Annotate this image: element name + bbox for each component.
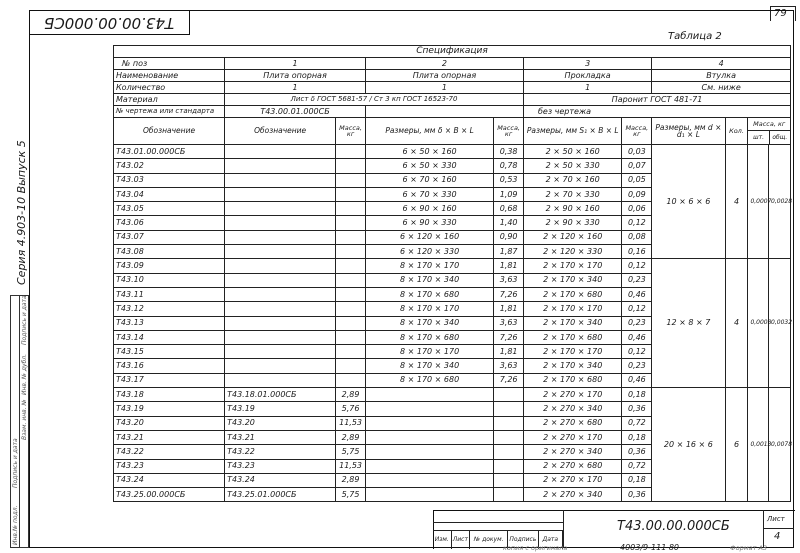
name-label: Наименование [114, 70, 225, 82]
mass2-cell [494, 488, 524, 502]
mass1-cell [336, 245, 366, 259]
table-row [114, 259, 791, 273]
designation-cell: Т43.04 [114, 187, 225, 201]
bushing-count-cell: 4 [725, 259, 748, 388]
designation2-cell [225, 330, 336, 344]
mass3-cell: 0,46 [622, 373, 652, 387]
dims-sbl-cell [365, 416, 493, 430]
designation-cell: Т43.17 [114, 373, 225, 387]
mass2-cell: 3,63 [494, 273, 524, 287]
mass3-cell: 0,12 [622, 259, 652, 273]
designation-cell: Т43.11 [114, 287, 225, 301]
mass3-cell: 0,36 [622, 402, 652, 416]
mass2-cell: 0,38 [494, 145, 524, 159]
col-designation-2: Обозначение [225, 118, 336, 145]
designation2-cell: Т43.21 [225, 430, 336, 444]
bushing-mass-total-cell: 0,0032 [769, 259, 791, 388]
mass1-cell [336, 373, 366, 387]
mass1-cell [336, 259, 366, 273]
dims-sbl-cell [365, 445, 493, 459]
mass1-cell [336, 359, 366, 373]
dims-s1bl-cell: 2 × 270 × 340 [523, 445, 621, 459]
mass1-cell [336, 345, 366, 359]
dims-sbl-cell [365, 488, 493, 502]
stamp-sheet-no: 4 [774, 531, 781, 542]
stamp-label-date: Дата [539, 531, 563, 549]
dims-s1bl-cell: 2 × 90 × 330 [523, 216, 621, 230]
mass3-cell: 0,36 [622, 445, 652, 459]
dims-sbl-cell: 6 × 50 × 160 [365, 145, 493, 159]
dims-s1bl-cell: 2 × 70 × 160 [523, 173, 621, 187]
dims-s1bl-cell: 2 × 270 × 170 [523, 388, 621, 402]
qty-label: Количество [114, 82, 225, 94]
col-dims-ddl: Размеры, мм d × d₁ × L [652, 118, 725, 145]
designation-cell: Т43.25.00.000СБ [114, 488, 225, 502]
dims-s1bl-cell: 2 × 170 × 340 [523, 316, 621, 330]
pos-2: 2 [365, 58, 523, 70]
mass1-cell: 2,89 [336, 473, 366, 487]
table-row [114, 388, 791, 402]
series-label: Серия 4.903-10 Выпуск 5 [15, 140, 28, 285]
bushing-count-cell: 6 [725, 388, 748, 502]
material-label: Материал [114, 94, 225, 106]
drawing-3: без чертежа [523, 106, 790, 118]
dims-sbl-cell [365, 459, 493, 473]
col-count: Кол. [725, 118, 748, 145]
mass1-cell [336, 173, 366, 187]
designation-cell: Т43.06 [114, 216, 225, 230]
side-label-3: Взам. инв. № [21, 399, 28, 440]
mass2-cell: 7,26 [494, 373, 524, 387]
mass1-cell [336, 159, 366, 173]
designation-cell: Т43.01.00.000СБ [114, 145, 225, 159]
mass3-cell: 0,16 [622, 245, 652, 259]
dims-sbl-cell: 8 × 170 × 680 [365, 287, 493, 301]
mass2-cell: 1,81 [494, 345, 524, 359]
dims-sbl-cell [365, 388, 493, 402]
mass1-cell: 11,53 [336, 416, 366, 430]
mass3-cell: 0,09 [622, 187, 652, 201]
mass2-cell [494, 445, 524, 459]
mass1-cell [336, 330, 366, 344]
dims-s1bl-cell: 2 × 270 × 340 [523, 402, 621, 416]
stamp-label-sign: Подпись [508, 531, 538, 549]
qty-3: 1 [523, 82, 651, 94]
spec-title: Спецификация [114, 46, 791, 58]
col-mass-one: шт. [748, 131, 769, 144]
dims-s1bl-cell: 2 × 170 × 680 [523, 330, 621, 344]
mass3-cell: 0,23 [622, 359, 652, 373]
designation-cell: Т43.18 [114, 388, 225, 402]
dims-s1bl-cell: 2 × 270 × 340 [523, 488, 621, 502]
name-4: Втулка [652, 70, 791, 82]
dims-sbl-cell [365, 430, 493, 444]
designation2-cell [225, 259, 336, 273]
mass3-cell: 0,23 [622, 316, 652, 330]
stamp-code: Т43.00.00.000СБ [617, 519, 730, 534]
mass1-cell [336, 202, 366, 216]
mass3-cell: 0,18 [622, 388, 652, 402]
side-label-2: Подпись и дата [12, 438, 19, 488]
table-number: Таблица 2 [668, 31, 722, 42]
designation-cell: Т43.22 [114, 445, 225, 459]
dims-sbl-cell: 8 × 170 × 340 [365, 359, 493, 373]
dims-sbl-cell: 8 × 170 × 340 [365, 273, 493, 287]
table-row [114, 145, 791, 159]
dims-sbl-cell: 6 × 70 × 330 [365, 187, 493, 201]
bushing-mass-one-cell: 0,0007 [748, 145, 769, 259]
mass3-cell: 0,46 [622, 330, 652, 344]
pos-label: № поз [114, 58, 225, 70]
dims-sbl-cell: 8 × 170 × 680 [365, 330, 493, 344]
mass3-cell: 0,72 [622, 459, 652, 473]
mass1-cell: 2,89 [336, 388, 366, 402]
mass1-cell [336, 216, 366, 230]
mass1-cell [336, 316, 366, 330]
bushing-count-cell: 4 [725, 145, 748, 259]
mass2-cell: 1,81 [494, 302, 524, 316]
stamp-sheet-label: Лист [767, 515, 785, 523]
designation-cell: Т43.15 [114, 345, 225, 359]
dims-s1bl-cell: 2 × 270 × 170 [523, 430, 621, 444]
mass2-cell [494, 402, 524, 416]
mass3-cell: 0,07 [622, 159, 652, 173]
dims-sbl-cell: 8 × 170 × 680 [365, 373, 493, 387]
dims-sbl-cell: 8 × 170 × 170 [365, 259, 493, 273]
bushing-mass-one-cell: 0,0008 [748, 259, 769, 388]
mass3-cell: 0,12 [622, 216, 652, 230]
designation2-cell [225, 345, 336, 359]
spec-rows [114, 145, 791, 502]
designation2-cell [225, 230, 336, 244]
dims-sbl-cell [365, 402, 493, 416]
designation-cell: Т43.07 [114, 230, 225, 244]
mass3-cell: 0,18 [622, 430, 652, 444]
mass2-cell: 3,63 [494, 359, 524, 373]
col-designation: Обозначение [114, 118, 225, 145]
dims-sbl-cell: 6 × 50 × 330 [365, 159, 493, 173]
mass2-cell: 0,53 [494, 173, 524, 187]
side-label-4: Инв. № дубл. [21, 353, 28, 395]
dims-s1bl-cell: 2 × 170 × 340 [523, 273, 621, 287]
designation2-cell [225, 245, 336, 259]
bushing-dims-cell: 20 × 16 × 6 [652, 388, 725, 502]
material-34: Паронит ГОСТ 481-71 [523, 94, 790, 106]
mass2-cell: 7,26 [494, 287, 524, 301]
dims-s1bl-cell: 2 × 170 × 170 [523, 259, 621, 273]
designation2-cell [225, 159, 336, 173]
mass2-cell: 1,87 [494, 245, 524, 259]
mass1-cell [336, 187, 366, 201]
designation-cell: Т43.10 [114, 273, 225, 287]
dims-s1bl-cell: 2 × 170 × 680 [523, 287, 621, 301]
dims-sbl-cell [365, 473, 493, 487]
name-1: Плита опорная [225, 70, 366, 82]
bottom-code: 4003/9-111 80 [620, 543, 680, 552]
mass2-cell: 1,40 [494, 216, 524, 230]
mass3-cell: 0,12 [622, 345, 652, 359]
drawing-2 [365, 106, 523, 118]
stamp-label-doc: № докум. [470, 531, 508, 549]
dims-s1bl-cell: 2 × 120 × 160 [523, 230, 621, 244]
designation-cell: Т43.02 [114, 159, 225, 173]
bottom-left-note: копия с оригинала [503, 544, 568, 552]
dims-sbl-cell: 6 × 90 × 160 [365, 202, 493, 216]
mass2-cell [494, 430, 524, 444]
col-mass-total: общ. [772, 134, 788, 141]
designation2-cell: Т43.22 [225, 445, 336, 459]
designation2-cell [225, 359, 336, 373]
mass1-cell [336, 302, 366, 316]
drawing-label: № чертежа или стандарта [114, 106, 225, 118]
designation-cell: Т43.13 [114, 316, 225, 330]
mass1-cell [336, 273, 366, 287]
col-mass-group [748, 118, 791, 145]
mass2-cell: 7,26 [494, 330, 524, 344]
designation-cell: Т43.21 [114, 430, 225, 444]
mass3-cell: 0,18 [622, 473, 652, 487]
mass2-cell [494, 388, 524, 402]
mass3-cell: 0,72 [622, 416, 652, 430]
mirrored-code: Т43.00.00.000СБ [44, 14, 175, 32]
designation-cell: Т43.03 [114, 173, 225, 187]
dims-sbl-cell: 6 × 120 × 330 [365, 245, 493, 259]
mass1-cell: 5,76 [336, 402, 366, 416]
drawing-1: Т43.00.01.000СБ [225, 106, 366, 118]
bottom-right-note: Формат А3 [730, 544, 768, 552]
mass2-cell [494, 416, 524, 430]
qty-4: См. ниже [652, 82, 791, 94]
designation2-cell [225, 287, 336, 301]
col-mass-2: Масса, кг [494, 118, 524, 145]
name-3: Прокладка [523, 70, 651, 82]
mass1-cell [336, 287, 366, 301]
designation-cell: Т43.05 [114, 202, 225, 216]
dims-sbl-cell: 8 × 170 × 170 [365, 302, 493, 316]
designation-cell: Т43.14 [114, 330, 225, 344]
stamp-label-izm: Изм. [433, 531, 452, 549]
bushing-dims-cell: 10 × 6 × 6 [652, 145, 725, 259]
mass2-cell: 0,68 [494, 202, 524, 216]
designation2-cell: Т43.18.01.000СБ [225, 388, 336, 402]
dims-sbl-cell: 6 × 70 × 160 [365, 173, 493, 187]
mass1-cell: 2,89 [336, 430, 366, 444]
col-mass-group-label: Масса, кг [748, 118, 790, 131]
mass2-cell: 0,78 [494, 159, 524, 173]
dims-s1bl-cell: 2 × 170 × 170 [523, 345, 621, 359]
designation2-cell [225, 173, 336, 187]
designation2-cell [225, 373, 336, 387]
designation2-cell [225, 316, 336, 330]
bushing-dims-cell: 12 × 8 × 7 [652, 259, 725, 388]
name-2: Плита опорная [365, 70, 523, 82]
dims-s1bl-cell: 2 × 170 × 170 [523, 302, 621, 316]
designation2-cell [225, 216, 336, 230]
mass1-cell [336, 145, 366, 159]
dims-s1bl-cell: 2 × 50 × 160 [523, 145, 621, 159]
dims-s1bl-cell: 2 × 270 × 680 [523, 416, 621, 430]
mass3-cell: 0,03 [622, 145, 652, 159]
side-label-5: Подпись и дата [21, 295, 28, 345]
mass2-cell [494, 459, 524, 473]
dims-s1bl-cell: 2 × 70 × 330 [523, 187, 621, 201]
mass3-cell: 0,23 [622, 273, 652, 287]
page-number: 79 [774, 8, 787, 19]
mass3-cell: 0,12 [622, 302, 652, 316]
designation2-cell [225, 302, 336, 316]
mass3-cell: 0,36 [622, 488, 652, 502]
mass2-cell: 0,90 [494, 230, 524, 244]
designation-cell: Т43.19 [114, 402, 225, 416]
mass1-cell [336, 230, 366, 244]
mass2-cell [494, 473, 524, 487]
designation2-cell: Т43.25.01.000СБ [225, 488, 336, 502]
designation-cell: Т43.24 [114, 473, 225, 487]
qty-2: 1 [365, 82, 523, 94]
mass1-cell: 5,75 [336, 445, 366, 459]
mass2-cell: 1,09 [494, 187, 524, 201]
designation-cell: Т43.08 [114, 245, 225, 259]
dims-sbl-cell: 6 × 120 × 160 [365, 230, 493, 244]
mass2-cell: 1,81 [494, 259, 524, 273]
mass2-cell: 3,63 [494, 316, 524, 330]
designation-cell: Т43.16 [114, 359, 225, 373]
bushing-mass-total-cell: 0,0028 [769, 145, 791, 259]
designation2-cell [225, 273, 336, 287]
col-mass-1: Масса, кг [336, 118, 366, 145]
mass3-cell: 0,46 [622, 287, 652, 301]
qty-1: 1 [225, 82, 366, 94]
bushing-mass-one-cell: 0,0013 [748, 388, 769, 502]
designation2-cell [225, 202, 336, 216]
material-12: Лист δ ГОСТ 5681-57 / Ст 3 кп ГОСТ 16523-70 [225, 94, 524, 106]
col-dims-sbl: Размеры, мм δ × B × L [365, 118, 493, 145]
mass3-cell: 0,06 [622, 202, 652, 216]
col-mass-3: Масса, кг [622, 118, 652, 145]
pos-1: 1 [225, 58, 366, 70]
specification-table [113, 45, 791, 502]
dims-sbl-cell: 8 × 170 × 170 [365, 345, 493, 359]
dims-sbl-cell: 6 × 90 × 330 [365, 216, 493, 230]
mass1-cell: 5,75 [336, 488, 366, 502]
pos-4: 4 [652, 58, 791, 70]
designation-cell: Т43.23 [114, 459, 225, 473]
designation2-cell [225, 187, 336, 201]
dims-s1bl-cell: 2 × 270 × 680 [523, 459, 621, 473]
mass1-cell: 11,53 [336, 459, 366, 473]
designation2-cell [225, 145, 336, 159]
designation2-cell: Т43.24 [225, 473, 336, 487]
designation-cell: Т43.12 [114, 302, 225, 316]
dims-s1bl-cell: 2 × 270 × 170 [523, 473, 621, 487]
dims-s1bl-cell: 2 × 120 × 330 [523, 245, 621, 259]
pos-3: 3 [523, 58, 651, 70]
designation2-cell: Т43.20 [225, 416, 336, 430]
mass3-cell: 0,05 [622, 173, 652, 187]
side-label-1: Инв.№ подл. [12, 505, 19, 545]
stamp-label-list: Лист [452, 531, 471, 549]
mass3-cell: 0,08 [622, 230, 652, 244]
dims-s1bl-cell: 2 × 50 × 330 [523, 159, 621, 173]
col-dims-s1bl: Размеры, мм S₁ × B × L [523, 118, 621, 145]
dims-s1bl-cell: 2 × 90 × 160 [523, 202, 621, 216]
designation-cell: Т43.09 [114, 259, 225, 273]
dims-s1bl-cell: 2 × 170 × 340 [523, 359, 621, 373]
designation2-cell: Т43.19 [225, 402, 336, 416]
dims-s1bl-cell: 2 × 170 × 680 [523, 373, 621, 387]
designation2-cell: Т43.23 [225, 459, 336, 473]
designation-cell: Т43.20 [114, 416, 225, 430]
bushing-mass-total-cell: 0,0078 [769, 388, 791, 502]
dims-sbl-cell: 8 × 170 × 340 [365, 316, 493, 330]
